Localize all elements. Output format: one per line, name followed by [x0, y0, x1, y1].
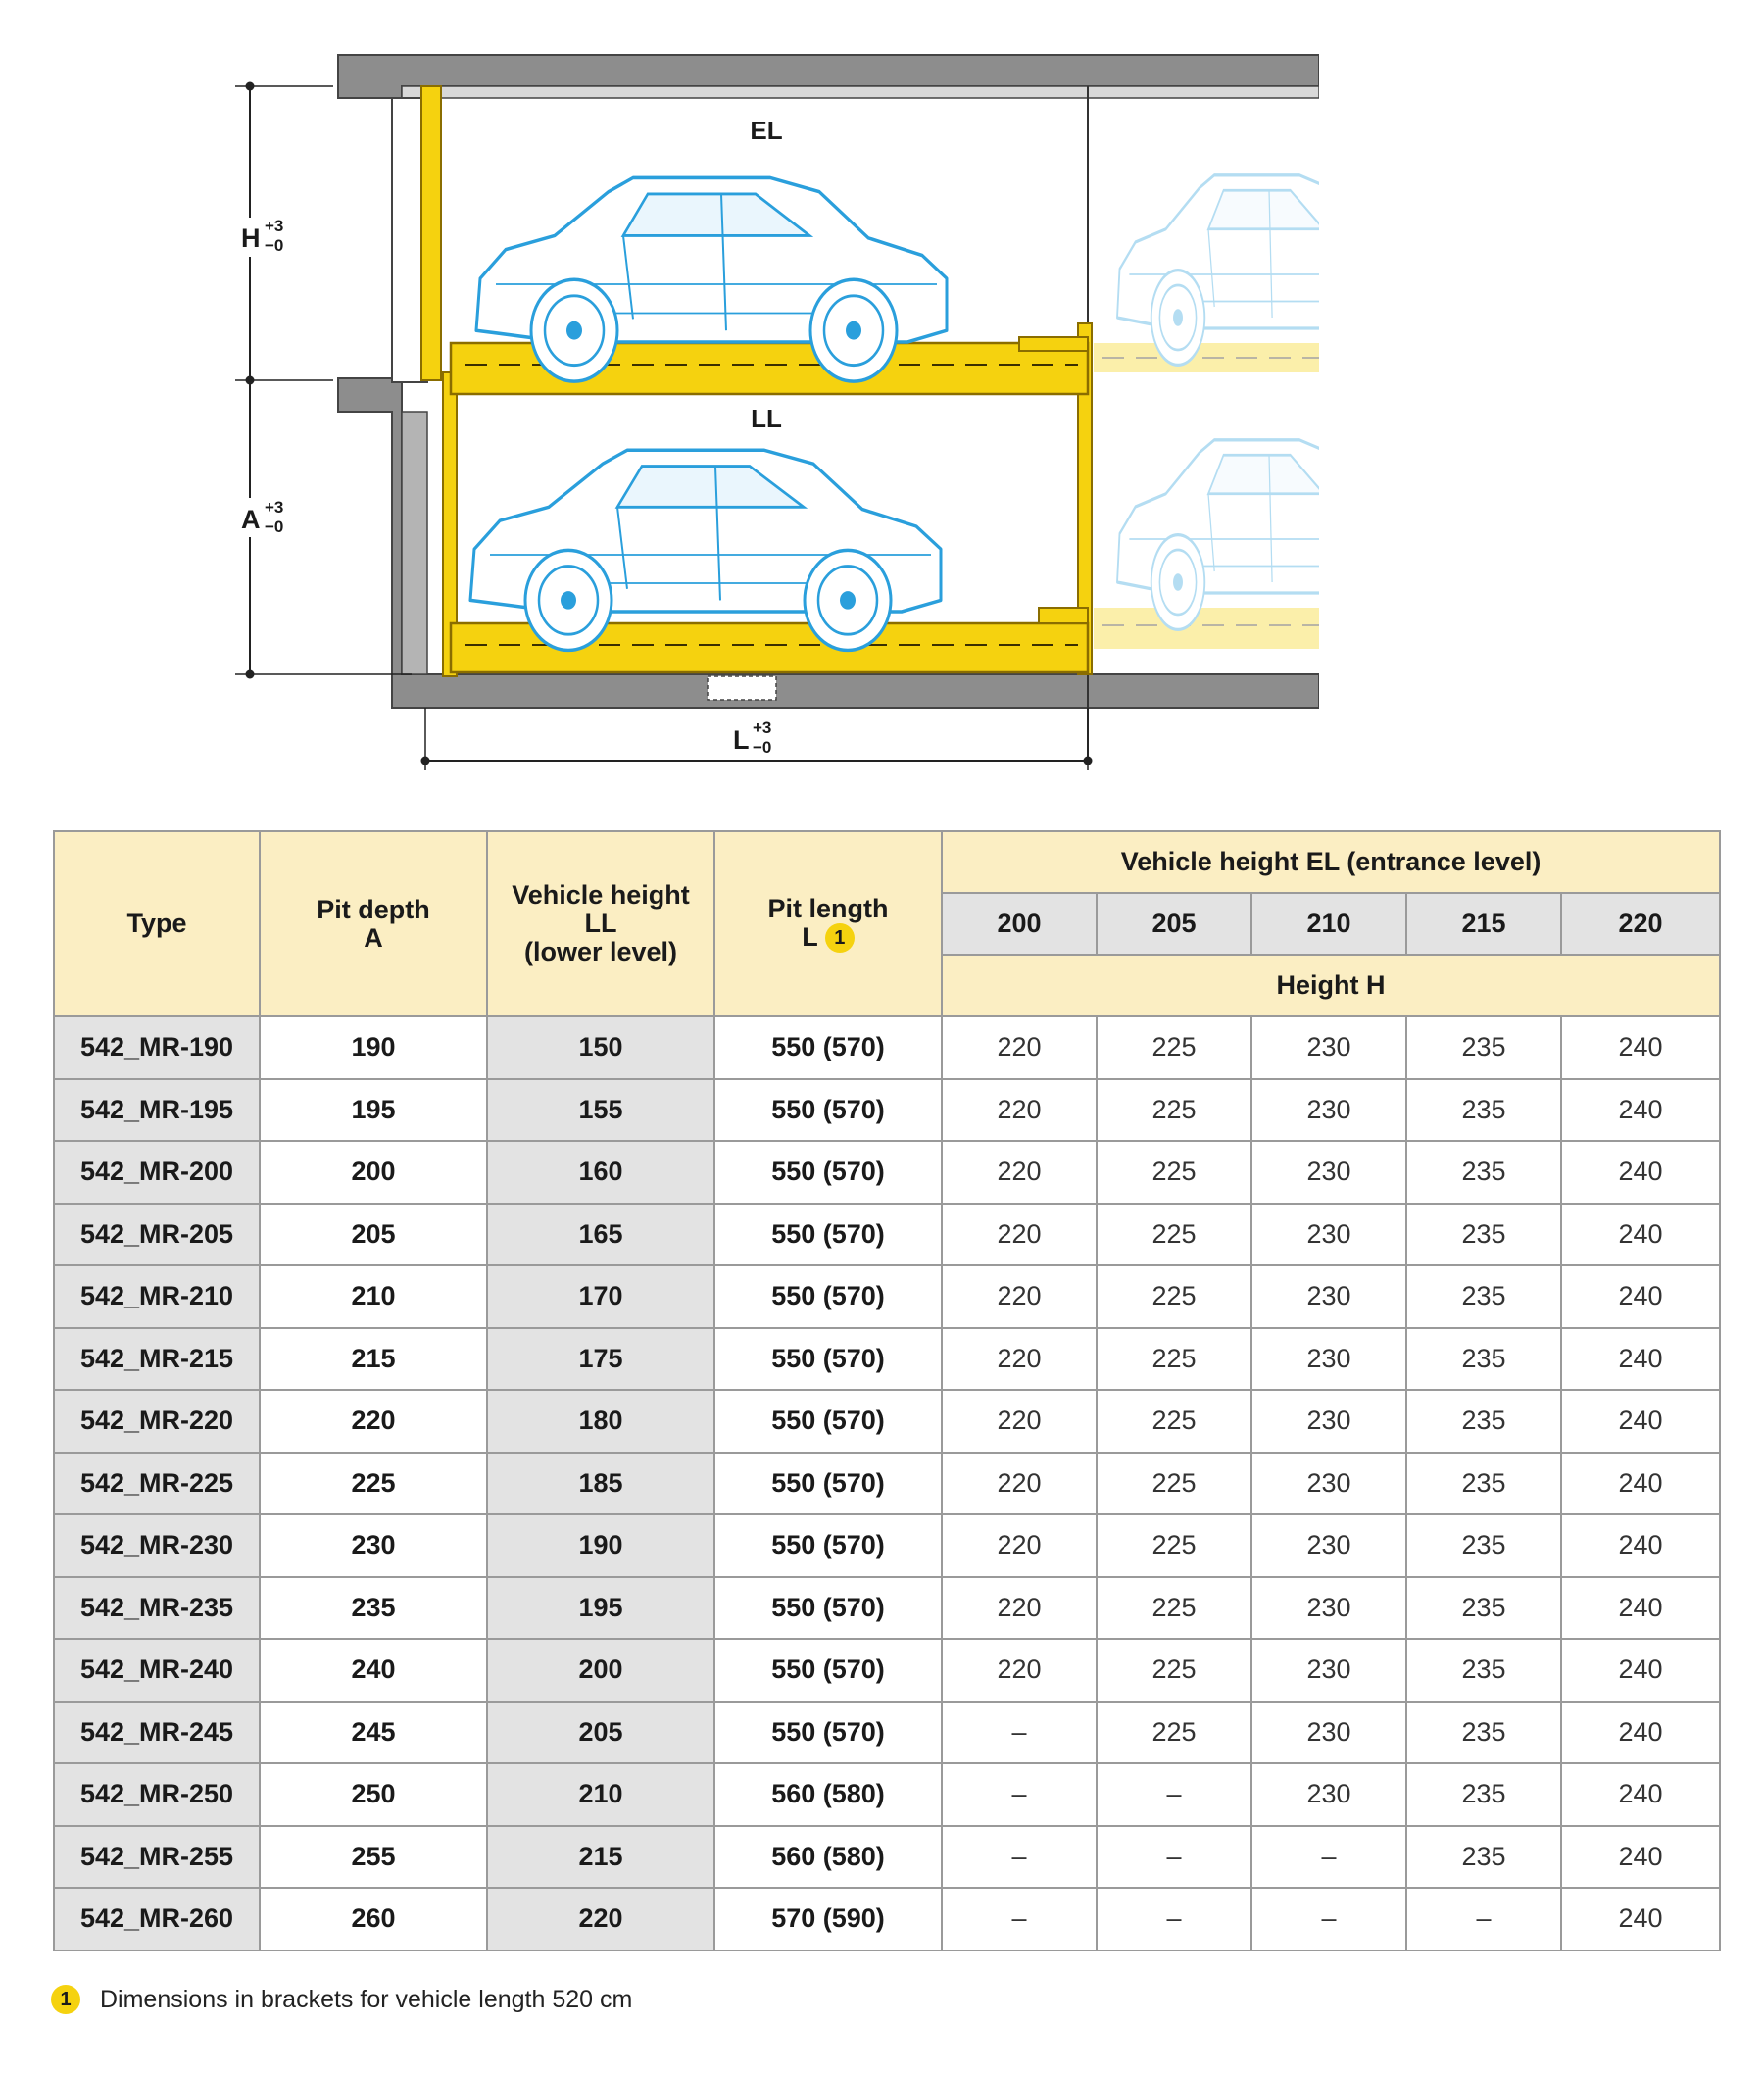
cell-height-h: 220 — [942, 1639, 1097, 1702]
footnote — [51, 1985, 632, 2014]
cell-type: 542_MR-210 — [54, 1265, 260, 1328]
ceiling-inner-line — [402, 86, 1319, 98]
header-el-210: 210 — [1251, 893, 1406, 955]
cell-height-h: 225 — [1097, 1328, 1251, 1391]
cell-pit-length: 550 (570) — [714, 1079, 942, 1142]
header-pit-depth-line1: Pit depth — [317, 894, 430, 924]
cell-height-h: 240 — [1561, 1514, 1720, 1577]
cell-height-h: 220 — [942, 1453, 1097, 1515]
cell-height-h: 225 — [1097, 1390, 1251, 1453]
cell-pit-length: 550 (570) — [714, 1702, 942, 1764]
header-pit-length-line1: Pit length — [767, 893, 889, 923]
cell-pit-length: 550 (570) — [714, 1141, 942, 1204]
cell-vehicle-height-ll: 185 — [487, 1453, 714, 1515]
cell-type: 542_MR-230 — [54, 1514, 260, 1577]
cell-height-h: 230 — [1251, 1702, 1406, 1764]
table-row — [54, 1328, 1720, 1391]
cell-pit-length: 550 (570) — [714, 1016, 942, 1079]
cell-height-h: 230 — [1251, 1639, 1406, 1702]
cell-height-h: 235 — [1406, 1514, 1561, 1577]
cell-height-h: 235 — [1406, 1453, 1561, 1515]
cell-height-h: 235 — [1406, 1577, 1561, 1640]
cell-height-h: 220 — [942, 1514, 1097, 1577]
dimension-h — [233, 82, 333, 385]
cell-vehicle-height-ll: 195 — [487, 1577, 714, 1640]
table-row — [54, 1514, 1720, 1577]
table-row — [54, 1826, 1720, 1889]
cell-height-h: 225 — [1097, 1639, 1251, 1702]
cell-pit-depth: 195 — [260, 1079, 487, 1142]
cell-type: 542_MR-195 — [54, 1079, 260, 1142]
dimension-a — [233, 380, 412, 679]
cell-height-h: 240 — [1561, 1826, 1720, 1889]
cell-height-h: 220 — [942, 1265, 1097, 1328]
cell-vehicle-height-ll: 150 — [487, 1016, 714, 1079]
cell-height-h: 240 — [1561, 1888, 1720, 1950]
cell-pit-length: 550 (570) — [714, 1265, 942, 1328]
table-row — [54, 1390, 1720, 1453]
dimension-l — [421, 708, 1093, 770]
cell-height-h: 220 — [942, 1141, 1097, 1204]
cell-height-h: – — [1097, 1826, 1251, 1889]
cell-height-h: 230 — [1251, 1390, 1406, 1453]
header-pit-depth-line2: A — [364, 922, 383, 953]
table-row — [54, 1141, 1720, 1204]
cell-height-h: 230 — [1251, 1141, 1406, 1204]
header-vehicle-height-el: Vehicle height EL (entrance level) — [942, 831, 1720, 893]
cell-height-h: 225 — [1097, 1702, 1251, 1764]
cell-type: 542_MR-240 — [54, 1639, 260, 1702]
parking-system-diagram — [0, 0, 1764, 804]
table-row — [54, 1888, 1720, 1950]
header-height-h: Height H — [942, 955, 1720, 1016]
cell-pit-length: 550 (570) — [714, 1639, 942, 1702]
cell-height-h: – — [1251, 1888, 1406, 1950]
cell-pit-length: 550 (570) — [714, 1453, 942, 1515]
dim-h-plus: +3 — [265, 217, 284, 235]
dim-a-letter: A — [241, 505, 261, 534]
header-vehicle-ll-line3: (lower level) — [523, 937, 678, 966]
cell-height-h: 230 — [1251, 1763, 1406, 1826]
table-row — [54, 1639, 1720, 1702]
cell-type: 542_MR-205 — [54, 1204, 260, 1266]
cell-pit-depth: 240 — [260, 1639, 487, 1702]
cell-pit-depth: 215 — [260, 1328, 487, 1391]
dim-l-letter: L — [733, 725, 750, 755]
cell-height-h: 225 — [1097, 1514, 1251, 1577]
cell-vehicle-height-ll: 190 — [487, 1514, 714, 1577]
cell-height-h: 230 — [1251, 1514, 1406, 1577]
cell-type: 542_MR-190 — [54, 1016, 260, 1079]
cell-pit-depth: 225 — [260, 1453, 487, 1515]
cell-vehicle-height-ll: 175 — [487, 1328, 714, 1391]
lower-level-label: LL — [751, 404, 782, 433]
dim-a-minus: −0 — [265, 518, 284, 536]
header-type: Type — [54, 831, 260, 1016]
header-vehicle-ll-line1: Vehicle height — [512, 880, 690, 910]
cell-pit-depth: 200 — [260, 1141, 487, 1204]
cell-height-h: 220 — [942, 1577, 1097, 1640]
cell-vehicle-height-ll: 180 — [487, 1390, 714, 1453]
cell-height-h: 230 — [1251, 1328, 1406, 1391]
cell-pit-length: 550 (570) — [714, 1390, 942, 1453]
cell-pit-length: 550 (570) — [714, 1204, 942, 1266]
table-row — [54, 1702, 1720, 1764]
footnote-text: Dimensions in brackets for vehicle length 520 cm — [100, 1985, 633, 2013]
cell-height-h: 230 — [1251, 1016, 1406, 1079]
dim-h-letter: H — [241, 223, 261, 253]
cell-height-h: 240 — [1561, 1204, 1720, 1266]
cell-height-h: – — [1251, 1826, 1406, 1889]
cell-pit-depth: 260 — [260, 1888, 487, 1950]
cell-height-h: 230 — [1251, 1204, 1406, 1266]
cell-vehicle-height-ll: 215 — [487, 1826, 714, 1889]
cell-height-h: 235 — [1406, 1016, 1561, 1079]
dim-h-minus: −0 — [265, 236, 284, 255]
cell-height-h: 220 — [942, 1204, 1097, 1266]
dim-a-plus: +3 — [265, 498, 284, 517]
cell-type: 542_MR-220 — [54, 1390, 260, 1453]
cell-height-h: 240 — [1561, 1390, 1720, 1453]
table-row — [54, 1265, 1720, 1328]
cell-pit-length: 570 (590) — [714, 1888, 942, 1950]
cell-vehicle-height-ll: 200 — [487, 1639, 714, 1702]
header-el-220: 220 — [1561, 893, 1720, 955]
table-row — [54, 1763, 1720, 1826]
table-row — [54, 1079, 1720, 1142]
cell-height-h: 240 — [1561, 1702, 1720, 1764]
cell-vehicle-height-ll: 155 — [487, 1079, 714, 1142]
cell-vehicle-height-ll: 165 — [487, 1204, 714, 1266]
cell-height-h: 230 — [1251, 1079, 1406, 1142]
cell-height-h: 225 — [1097, 1204, 1251, 1266]
cell-pit-length: 550 (570) — [714, 1577, 942, 1640]
cell-pit-depth: 205 — [260, 1204, 487, 1266]
cell-type: 542_MR-255 — [54, 1826, 260, 1889]
cell-height-h: 220 — [942, 1079, 1097, 1142]
cell-pit-depth: 245 — [260, 1702, 487, 1764]
drainage-channel — [708, 676, 776, 700]
cell-height-h: 240 — [1561, 1639, 1720, 1702]
footnote-badge: 1 — [51, 1985, 80, 2014]
cell-vehicle-height-ll: 160 — [487, 1141, 714, 1204]
table-row — [54, 1016, 1720, 1079]
header-el-200: 200 — [942, 893, 1097, 955]
cell-height-h: 230 — [1251, 1265, 1406, 1328]
cell-height-h: – — [1406, 1888, 1561, 1950]
cell-pit-length: 550 (570) — [714, 1514, 942, 1577]
cell-pit-depth: 190 — [260, 1016, 487, 1079]
cell-height-h: 225 — [1097, 1079, 1251, 1142]
table-row — [54, 1453, 1720, 1515]
upper-level-label: EL — [750, 116, 783, 145]
table-row — [54, 1577, 1720, 1640]
cell-height-h: 220 — [942, 1390, 1097, 1453]
cell-height-h: 235 — [1406, 1079, 1561, 1142]
table-row — [54, 1204, 1720, 1266]
cell-height-h: – — [942, 1763, 1097, 1826]
cell-type: 542_MR-245 — [54, 1702, 260, 1764]
cell-height-h: 235 — [1406, 1328, 1561, 1391]
dim-l-minus: −0 — [753, 738, 772, 757]
cell-vehicle-height-ll: 205 — [487, 1702, 714, 1764]
cell-height-h: 220 — [942, 1328, 1097, 1391]
cell-vehicle-height-ll: 170 — [487, 1265, 714, 1328]
cell-height-h: 220 — [942, 1016, 1097, 1079]
cell-pit-length: 560 (580) — [714, 1826, 942, 1889]
header-pit-depth — [260, 831, 487, 1016]
cell-height-h: – — [942, 1702, 1097, 1764]
cell-height-h: 225 — [1097, 1016, 1251, 1079]
table-body — [54, 1016, 1720, 1950]
lower-car — [470, 450, 941, 650]
header-vehicle-ll-line2: LL — [584, 909, 617, 938]
cell-pit-depth: 235 — [260, 1577, 487, 1640]
cell-height-h: 240 — [1561, 1265, 1720, 1328]
cell-type: 542_MR-215 — [54, 1328, 260, 1391]
cell-height-h: – — [1097, 1888, 1251, 1950]
cell-height-h: 230 — [1251, 1577, 1406, 1640]
cell-height-h: – — [942, 1826, 1097, 1889]
cell-pit-length: 560 (580) — [714, 1763, 942, 1826]
cell-pit-depth: 255 — [260, 1826, 487, 1889]
cell-height-h: 240 — [1561, 1328, 1720, 1391]
cell-height-h: 225 — [1097, 1453, 1251, 1515]
cell-vehicle-height-ll: 210 — [487, 1763, 714, 1826]
cell-type: 542_MR-200 — [54, 1141, 260, 1204]
cell-pit-depth: 230 — [260, 1514, 487, 1577]
pit-inner-wall — [402, 412, 427, 674]
cell-height-h: 235 — [1406, 1826, 1561, 1889]
cell-height-h: 235 — [1406, 1141, 1561, 1204]
cell-height-h: 235 — [1406, 1204, 1561, 1266]
header-el-205: 205 — [1097, 893, 1251, 955]
cell-height-h: – — [1097, 1763, 1251, 1826]
cell-type: 542_MR-225 — [54, 1453, 260, 1515]
header-pit-length — [714, 831, 942, 1016]
cell-height-h: 235 — [1406, 1265, 1561, 1328]
cell-height-h: 230 — [1251, 1453, 1406, 1515]
cell-type: 542_MR-235 — [54, 1577, 260, 1640]
cell-height-h: 235 — [1406, 1390, 1561, 1453]
cell-vehicle-height-ll: 220 — [487, 1888, 714, 1950]
cell-height-h: 240 — [1561, 1763, 1720, 1826]
cell-pit-depth: 250 — [260, 1763, 487, 1826]
cell-height-h: 235 — [1406, 1639, 1561, 1702]
cell-height-h: – — [942, 1888, 1097, 1950]
cell-height-h: 235 — [1406, 1702, 1561, 1764]
cell-height-h: 225 — [1097, 1141, 1251, 1204]
cell-height-h: 240 — [1561, 1141, 1720, 1204]
dim-l-plus: +3 — [753, 718, 772, 737]
header-el-215: 215 — [1406, 893, 1561, 955]
cell-height-h: 235 — [1406, 1763, 1561, 1826]
cell-height-h: 240 — [1561, 1453, 1720, 1515]
cell-type: 542_MR-260 — [54, 1888, 260, 1950]
footnote-marker-badge: 1 — [825, 923, 855, 953]
rear-post — [421, 86, 441, 380]
cell-pit-depth: 210 — [260, 1265, 487, 1328]
header-pit-length-line2: L — [802, 921, 818, 952]
cell-height-h: 240 — [1561, 1016, 1720, 1079]
cell-pit-length: 550 (570) — [714, 1328, 942, 1391]
cell-height-h: 225 — [1097, 1577, 1251, 1640]
header-vehicle-height-ll — [487, 831, 714, 1016]
cell-type: 542_MR-250 — [54, 1763, 260, 1826]
cell-height-h: 240 — [1561, 1079, 1720, 1142]
cell-pit-depth: 220 — [260, 1390, 487, 1453]
cell-height-h: 225 — [1097, 1265, 1251, 1328]
cell-height-h: 240 — [1561, 1577, 1720, 1640]
dimension-table — [53, 830, 1721, 1951]
